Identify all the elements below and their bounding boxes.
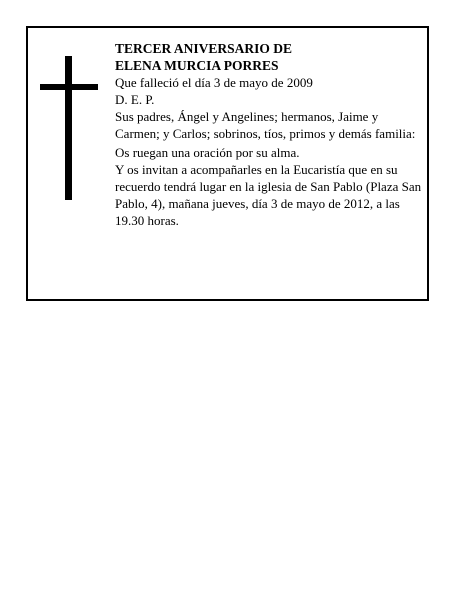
title-line-1: TERCER ANIVERSARIO DE (115, 41, 293, 56)
rip-text: D. E. P. (115, 92, 155, 107)
family-text: Sus padres, Ángel y Angelines; hermanos, Jaime y Carmen; y Carlos; sobrinos, tíos, primos y demás familia: (115, 109, 416, 141)
invitation-text: Y os invitan a acompañarles en la Eucaristía que en su recuerdo tendrá lugar en la iglesia de San Pablo (Plaza San Pablo, 4), mañana jueves, día 3 de mayo de 2012, a las 19.30 horas. (115, 162, 422, 228)
death-date: Que falleció el día 3 de mayo de 2009 (115, 75, 313, 90)
cross-icon (40, 56, 98, 200)
cross-horizontal-bar (40, 84, 98, 90)
prayer-text: Os ruegan una oración por su alma. (115, 145, 300, 160)
title-line-2: ELENA MURCIA PORRES (115, 58, 279, 73)
notice-text (115, 40, 423, 229)
obituary-notice (26, 26, 429, 301)
cross-vertical-bar (65, 56, 72, 200)
